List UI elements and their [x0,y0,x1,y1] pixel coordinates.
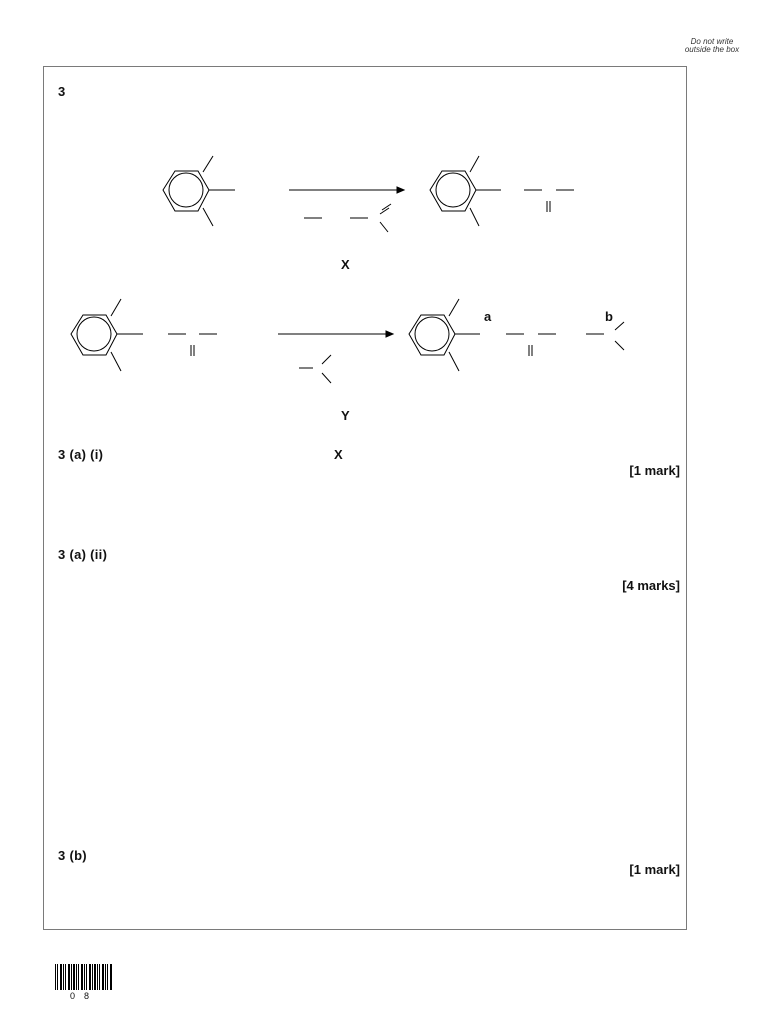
part-a-i-marks: [1 mark] [629,463,680,478]
product-2-ring [409,315,455,355]
reagent-y-label: Y [341,408,350,423]
barcode [55,964,113,990]
part-a-ii-label: 3 (a) (ii) [58,547,108,562]
part-a-i-reference: X [334,447,343,462]
product-1-ring [430,171,476,211]
reactant-1-ring [163,171,209,211]
carbon-a-label: a [484,309,492,324]
part-b-marks: [1 mark] [629,862,680,877]
reactant-2-ring [71,315,117,355]
part-a-ii-marks: [4 marks] [622,578,680,593]
part-b-label: 3 (b) [58,848,87,863]
carbon-b-label: b [605,309,613,324]
question-number: 3 [58,84,66,99]
margin-note: Do not write outside the box [684,37,740,54]
part-a-i-label: 3 (a) (i) [58,447,104,462]
page-number: 08 [70,991,99,1001]
reagent-x-label: X [341,257,350,272]
